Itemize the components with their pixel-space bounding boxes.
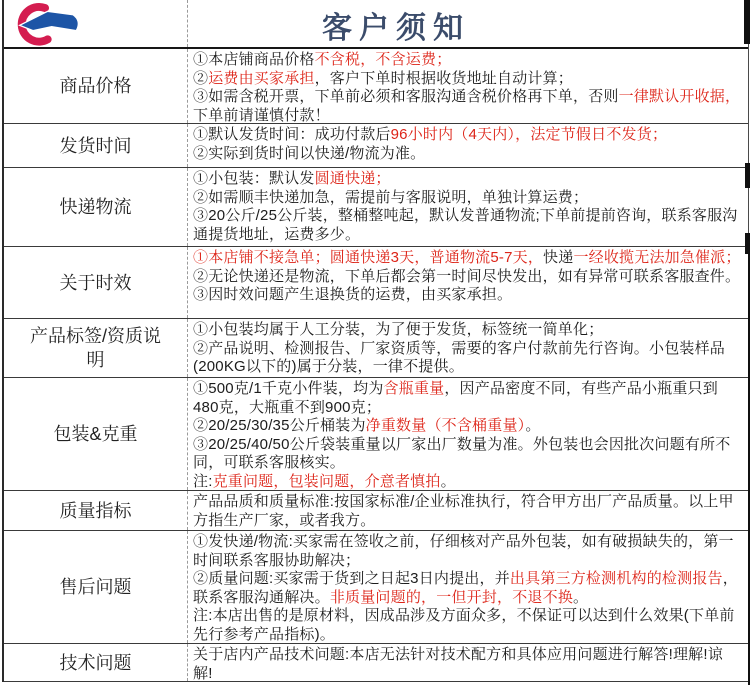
content-paragraph — [193, 51, 742, 70]
row-label: 快递物流 — [4, 168, 188, 246]
text-segment: ①小包装：默认发 — [193, 170, 315, 187]
table-header — [4, 0, 748, 49]
content-paragraph — [193, 340, 742, 377]
row-content — [188, 378, 748, 490]
text-segment: 不含税，不含运费； — [314, 51, 452, 68]
content-paragraph — [193, 170, 742, 189]
logo-cell — [4, 0, 188, 47]
text-segment: ③20公斤/25公斤装，整桶整吨起，默认发普通物流;下单前提前咨询，联系客服沟通提货地址，运费多少。 — [193, 207, 738, 243]
text-segment: 96小时内（4天内），法定节假日不发货； — [390, 126, 668, 143]
content-paragraph — [193, 436, 742, 473]
text-segment: 。 — [440, 472, 456, 490]
table-row — [4, 49, 748, 124]
text-segment: 一经收揽无法加急催派； — [573, 249, 741, 266]
content-paragraph — [193, 249, 742, 268]
text-segment: 。 — [573, 588, 589, 606]
table-row — [4, 378, 748, 491]
table-row — [4, 319, 748, 378]
content-paragraph — [193, 533, 742, 570]
text-segment: ①发快递/物流:买家需在签收之前，仔细核对产品外包装，如有破损缺失的，第一时间联系客服协助解决； — [193, 533, 734, 569]
text-segment: ①本店铺不接急单；圆通快递3天，普通物流5-7天， — [193, 249, 544, 266]
text-segment: 克重问题，包装问题，介意者慎拍 — [212, 472, 441, 490]
row-label: 发货时间 — [4, 124, 188, 167]
table-row — [4, 124, 748, 168]
text-segment: ②无论快递还是物流，下单后都会第一时间尽快发出，如有异常可联系客服查件。 — [193, 267, 741, 285]
text-segment: ①500克/1千克小件装，均为 — [193, 380, 384, 397]
row-content — [188, 168, 748, 246]
row-content — [188, 644, 748, 681]
row-content — [188, 49, 748, 123]
text-segment: 一律默认开收据， — [618, 88, 741, 105]
text-segment: 出具第三方检测机构的检测报告 — [509, 570, 723, 587]
notice-table — [2, 0, 749, 682]
screen-edge-artifact — [745, 163, 750, 188]
content-paragraph — [193, 417, 742, 436]
text-segment: ②产品说明、检测报告、厂家资质等，需要的客户付款前先行咨询。小包装样品(200KG以下的)属于分装，一律不提供。 — [193, 339, 726, 375]
table-row — [4, 491, 748, 531]
row-content — [188, 124, 748, 167]
text-segment: ，因产品密度不同，有些产品小瓶重只到480克，大瓶重不到900克； — [193, 380, 718, 416]
text-segment: ②20/25/30/35公斤桶装为 — [193, 417, 366, 434]
text-segment: ③因时效问题产生退换货的运费，由买家承担。 — [193, 286, 513, 303]
content-paragraph — [193, 570, 742, 607]
screen-edge-artifact — [744, 0, 750, 44]
row-label: 产品标签/资质说明 — [4, 319, 188, 377]
row-content — [188, 319, 748, 377]
text-segment: ，联系客服沟通解决。 — [193, 570, 738, 606]
text-segment: 净重数量（不含桶重量） — [365, 417, 526, 434]
row-label: 商品价格 — [4, 49, 188, 123]
row-label: 售后问题 — [4, 531, 188, 643]
content-paragraph — [193, 607, 742, 643]
table-body — [4, 49, 748, 682]
content-paragraph — [193, 126, 742, 145]
table-row — [4, 168, 748, 247]
text-segment: ②质量问题:买家需于货到之日起3日内提出，并 — [193, 570, 510, 587]
row-content — [188, 247, 748, 318]
content-paragraph — [193, 88, 742, 123]
content-paragraph — [193, 646, 742, 681]
screen-edge-artifact — [745, 233, 750, 254]
table-row — [4, 644, 748, 682]
page-title: 客户须知 — [322, 12, 470, 45]
text-segment: 产品品质和质量标准:按国家标准/企业标准执行，符合甲方出厂产品质量。以上甲方指生产厂家，或者我方。 — [193, 493, 734, 529]
row-label: 质量指标 — [4, 491, 188, 530]
row-content — [188, 531, 748, 643]
text-segment: ②实际到货时间以快递/物流为准。 — [193, 144, 426, 162]
row-content — [188, 491, 748, 530]
row-label: 技术问题 — [4, 644, 188, 681]
text-segment: ③如需含税开票，下单前必须和客服沟通含税价格再下单，否则 — [193, 88, 619, 105]
content-paragraph — [193, 268, 742, 287]
text-segment: 非质量问题的，一但开封，不退不换 — [329, 588, 574, 606]
content-paragraph — [193, 286, 742, 305]
text-segment: ② — [193, 69, 209, 87]
text-segment: 关于店内产品技术问题:本店无法针对技术配方和具体应用问题进行解答!理解!谅解! — [193, 646, 723, 681]
text-segment: ①本店铺商品价格 — [193, 51, 315, 68]
text-segment: 含瓶重量 — [383, 380, 445, 397]
content-paragraph — [193, 321, 742, 340]
text-segment: ，客户下单时根据收货地址自动计算； — [314, 69, 574, 87]
text-segment: 下单前请谨慎付款！ — [193, 106, 330, 123]
content-paragraph — [193, 207, 742, 244]
row-label: 关于时效 — [4, 247, 188, 318]
content-paragraph — [193, 493, 742, 530]
text-segment: 注: — [193, 472, 213, 490]
table-row — [4, 247, 748, 319]
brand-g-swoosh-logo-icon — [12, 2, 94, 46]
content-paragraph — [193, 380, 742, 417]
text-segment: 注:本店出售的是原材料，因成品涉及方面众多，不保证可以达到什么效果(下单前先行参考产品指标)。 — [193, 607, 735, 643]
content-paragraph — [193, 145, 742, 164]
content-paragraph — [193, 70, 742, 89]
text-segment: ③20/25/40/50公斤袋装重量以厂家出厂数量为准。外包装也会因批次问题有所不同，可联系客服核实。 — [193, 435, 731, 471]
text-segment: 快递 — [543, 249, 574, 266]
text-segment: ①默认发货时间：成功付款后 — [193, 126, 391, 143]
text-segment: 。 — [525, 417, 541, 434]
text-segment: ②如需顺丰快递加急，需提前与客服说明，单独计算运费； — [193, 188, 589, 206]
row-label: 包装&克重 — [4, 378, 188, 490]
table-row — [4, 531, 748, 644]
text-segment: 圆通快递； — [314, 170, 391, 187]
text-segment: ①小包装均属于人工分装，为了便于发货，标签统一简单化； — [193, 321, 604, 338]
content-paragraph — [193, 473, 742, 491]
text-segment: 运费由买家承担 — [208, 69, 315, 87]
content-paragraph — [193, 189, 742, 208]
